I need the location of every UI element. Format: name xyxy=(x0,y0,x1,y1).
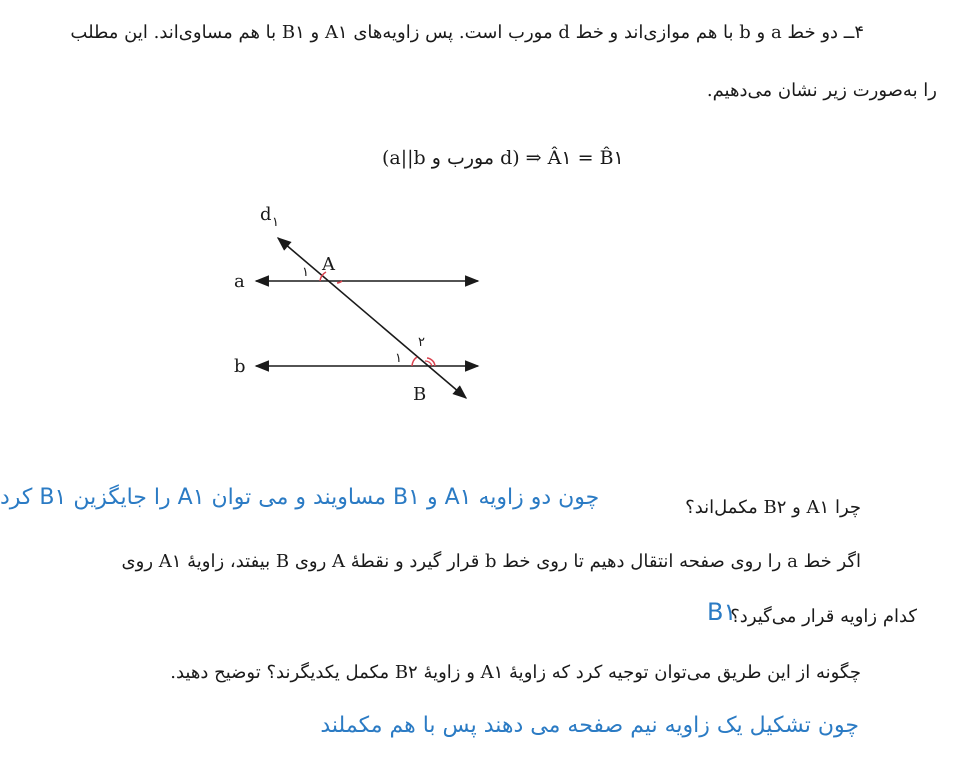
answer-3: B۱ xyxy=(707,598,737,626)
question-4: چگونه از این طریق می‌توان توجیه کرد که زاویهٔ A۱ و زاویهٔ B۲ مکمل یکدیگرند؟ توضیح دهید. xyxy=(170,662,861,683)
label-d: d xyxy=(260,204,272,225)
angle-b2-label: ۲ xyxy=(418,335,425,350)
label-b: b xyxy=(234,356,246,377)
answer-4: چون تشکیل یک زاویه نیم صفحه می دهند پس با هم مکملند xyxy=(320,713,859,738)
angle-a1-label: ۱ xyxy=(302,265,309,280)
angle-b1-arc xyxy=(412,357,417,366)
label-B: B xyxy=(413,384,427,405)
problem-line-1: ۴ــ دو خط a و b با هم موازی‌اند و خط d مورب است. پس زاویه‌های A۱ و B۱ با هم مساوی‌اند. این مطلب xyxy=(70,22,864,43)
label-d-sub: ۱ xyxy=(272,215,279,230)
question-3: کدام زاویه قرار می‌گیرد؟ xyxy=(730,606,917,627)
formula: (a||b مورب و d) ⇒ Â۱ = B̂۱ xyxy=(382,147,624,169)
question-1: چرا A۱ و B۲ مکمل‌اند؟ xyxy=(685,497,861,518)
answer-1: چون دو زاویه A۱ و B۱ مساویند و می توان A۱ را جایگزین B۱ کرد xyxy=(0,485,600,510)
label-a: a xyxy=(234,271,245,292)
angle-b1-label: ۱ xyxy=(395,351,402,366)
question-2: اگر خط a را روی صفحه انتقال دهیم تا روی خط b قرار گیرد و نقطهٔ A روی B بیفتد، زاویهٔ A۱ روی xyxy=(121,551,861,572)
parallel-lines-figure xyxy=(220,200,520,420)
problem-line-2: را به‌صورت زیر نشان می‌دهیم. xyxy=(706,80,937,101)
label-A: A xyxy=(322,254,335,275)
transversal-d xyxy=(278,238,466,398)
